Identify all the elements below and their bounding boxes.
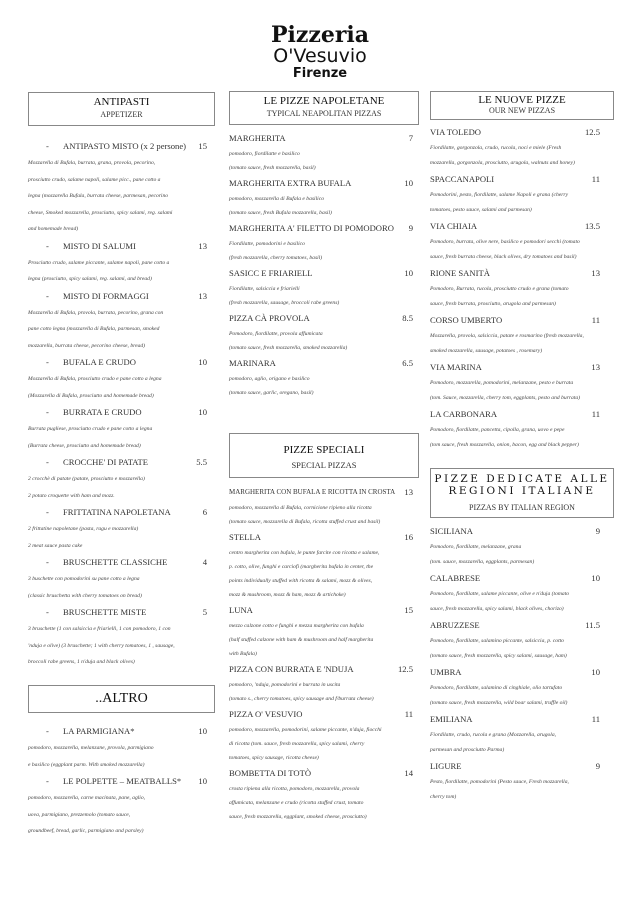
menu-item-description: (tom. sauce, mozzarella, eggplants, parmesan) (430, 559, 535, 565)
section-pizze-regioni (430, 468, 614, 805)
menu-item-price: 14 (404, 768, 413, 778)
menu-item-description: (tomato sauce, garlic, oregano, basil) (229, 390, 314, 396)
menu-item-header (28, 288, 215, 305)
menu-item-description: smoked mozzarella, sausage, potatoes , rosemary) (430, 348, 543, 354)
section-header (430, 91, 614, 120)
menu-item-description: (tomato sauce, fresh Bufala mozzarella, basil) (229, 210, 332, 216)
menu-item-description: pomodoro, 'nduja, pomodorini e burrata in uscita (229, 682, 341, 688)
menu-item-price: 10 (591, 573, 600, 583)
menu-item-price: 13 (198, 290, 207, 301)
menu-item-name: CORSO UMBERTO (430, 315, 503, 325)
menu-item-name: - BURRATA E CRUDO (28, 404, 142, 421)
menu-item-header (430, 758, 614, 775)
menu-item-header (229, 355, 419, 372)
menu-item-price: 13 (591, 268, 600, 278)
menu-item-description: pomodoro, aglio, origano e basilico (229, 376, 310, 382)
menu-item (430, 570, 614, 617)
section-title: LE NUOVE PIZZE (478, 94, 566, 106)
menu-item-name: - CROCCHE' DI PATATE (28, 454, 148, 471)
section-header (28, 685, 215, 713)
section-antipasti (28, 92, 215, 671)
menu-item-description: affumicata, melanzane e crudo (ricotta stuffed crust, tomato (229, 800, 364, 806)
menu-item-header (229, 661, 419, 678)
menu-item (28, 554, 215, 604)
menu-item-description: Pomodoro, mozzarella, pomodorini, melanzane, pesto e burrata (430, 380, 574, 386)
menu-item-header (430, 406, 614, 423)
section-title: ..ALTRO (95, 691, 148, 706)
menu-item (229, 220, 419, 265)
menu-item-header (430, 124, 614, 141)
menu-item-description: pomodoro, fiordilatte e basilico (229, 151, 300, 157)
menu-item-price: 10 (198, 776, 207, 786)
menu-item-name: LA CARBONARA (430, 409, 498, 419)
menu-item-header (229, 706, 419, 723)
menu-item-name: BOMBETTA DI TOTÒ (229, 768, 312, 778)
menu-item-price: 13.5 (584, 221, 600, 231)
menu-item-description: 3 buschette con pomodorini su pane cotto a legna (28, 576, 140, 582)
menu-item-description: centro margherita con bufala, le punte farcite con ricotta e salame, (229, 550, 380, 556)
menu-item-description: (tomato s., cherry tomatoes, spicy sausage and f/burrata cheese) (229, 696, 374, 702)
menu-item-name: - LE POLPETTE – MEATBALLS* (28, 773, 181, 790)
menu-item-description: Prosciutto crudo, salame piccante, salame napoli, pane cotto a (28, 259, 170, 266)
menu-item-header (229, 175, 419, 192)
menu-item-description: cheese, Smoked mozzarella, prosciutto, spicy salami, reg. salami (28, 209, 173, 216)
menu-item-name: PIZZA O' VESUVIO (229, 709, 303, 719)
logo-line-2: O'Vesuvio (273, 45, 367, 67)
menu-item-price: 10 (198, 407, 207, 417)
menu-item-price: 7 (408, 133, 413, 143)
menu-item-header (430, 171, 614, 188)
menu-item (28, 773, 215, 840)
menu-item-price: 10 (198, 726, 207, 736)
menu-item-header (430, 617, 614, 634)
menu-item-header (28, 404, 215, 421)
menu-item-description: pomodoro, mozzarella, pomodorini, salame piccante, n'duja, fiocchi (229, 727, 382, 733)
menu-item-header (229, 220, 419, 237)
section-pizze-speciali (229, 433, 419, 824)
menu-item-description: with Bufala) (229, 651, 257, 657)
menu-item-price: 9 (595, 526, 600, 536)
menu-item-price: 8.5 (402, 313, 413, 323)
menu-item-name: - MISTO DI SALUMI (28, 238, 136, 255)
menu-item-price: 10 (198, 357, 207, 367)
menu-item (229, 310, 419, 355)
menu-item-list (229, 484, 419, 824)
menu-item (229, 484, 419, 529)
menu-item-name: - FRITTATINA NAPOLETANA (28, 504, 171, 521)
menu-item-price: 11 (591, 714, 600, 724)
menu-item-list (430, 124, 614, 453)
menu-item-price: 16 (404, 532, 413, 542)
menu-item-header (430, 523, 614, 540)
menu-item-price: 10 (404, 178, 413, 188)
menu-item-description: sauce, fresh mozzarella, eggplant, smoked cheese, prosciutto) (229, 814, 367, 820)
menu-item-name: MARGHERITA (229, 133, 286, 143)
menu-item (28, 238, 215, 288)
menu-item-list (229, 130, 419, 400)
menu-item-price: 11 (404, 709, 413, 719)
menu-item-name: - BRUSCHETTE MISTE (28, 604, 146, 621)
menu-item-description: (classic bruschetta with cherry tomatoes on bread) (28, 592, 142, 599)
section-altro (28, 685, 215, 840)
logo-line-1: Pizzeria (270, 22, 370, 48)
menu-item-list (28, 138, 215, 671)
section-subtitle: TYPICAL NEAPOLITAN PIZZAS (266, 109, 382, 118)
menu-item-name: ABRUZZESE (430, 620, 480, 630)
section-header (229, 433, 419, 478)
menu-item-header (28, 354, 215, 371)
menu-item-header (28, 723, 215, 740)
menu-item-description: p. cotto, olive, funghi e carciofi (margherita bufala in center, the (229, 564, 374, 570)
menu-item (229, 265, 419, 310)
menu-item-name: PIZZA CÀ PROVOLA (229, 313, 310, 323)
menu-item-header (229, 265, 419, 282)
menu-item-price: 11.5 (585, 620, 600, 630)
menu-item-description: sauce, fresh burrata, prosciutto, arugola and parmesan) (430, 301, 556, 307)
menu-item-description: (half stuffed calzone with ham & mushroom and half margherita (229, 637, 374, 643)
menu-item-description: (fresh mozzarella, sausage, broccoli rabe greens) (229, 300, 340, 306)
menu-item-name: SPACCANAPOLI (430, 174, 495, 184)
menu-item-description: pomodoro, mozzarella di Bufala e basilico (229, 196, 324, 202)
menu-item-description: (Mozzarella di Bufala, prosciutto and homemade bread) (28, 392, 154, 399)
menu-item-description: points individually stuffed with ricotta & salami, mozz & olives, (229, 578, 373, 584)
menu-item-price: 5.5 (196, 457, 207, 467)
menu-item (430, 406, 614, 453)
menu-item-name: UMBRA (430, 667, 462, 677)
section-subtitle: APPETIZER (100, 110, 143, 119)
menu-item-description: di ricotta (tom. sauce, fresh mozzarella, spicy salami, cherry (229, 741, 365, 747)
menu-item-name: MARINARA (229, 358, 276, 368)
menu-item (28, 454, 215, 504)
section-subtitle: OUR NEW PIZZAS (488, 106, 556, 115)
menu-item-description: 3 bruschette (1 con salsiccia e friarielli, 1 con pomodoro, 1 con (28, 626, 171, 632)
menu-item (430, 664, 614, 711)
menu-item (430, 171, 614, 218)
menu-item-description: Pomodoro, fiordilatte, salame piccante, olive e n'duja (tomato (430, 591, 570, 597)
menu-item-header (28, 238, 215, 255)
logo-line-3: Firenze (292, 66, 348, 81)
menu-item-description: Fiordilatte, salsiccia e friarielli (229, 286, 300, 292)
menu-item-description: Pomodoro, Burrata, rucola, prosciutto crudo e grana (tomato (430, 286, 569, 292)
menu-item-description: Pomodoro, burrata, olive nere, basilico e pomodori secchi (tomato (430, 239, 580, 245)
menu-item-price: 9 (595, 761, 600, 771)
menu-item-description: Pomodoro, fiordilatte, provola affumicata (229, 331, 323, 337)
menu-item-name: MARGHERITA A' FILETTO DI POMODORO (229, 223, 394, 233)
menu-item-description: tomatoes, pesto sauce, salami and parmesan) (430, 207, 532, 213)
menu-item (229, 661, 419, 706)
menu-item-description: (tom sauce, fresh mozzarella, onion, bacon, egg and black pepper) (430, 442, 579, 448)
menu-item (430, 312, 614, 359)
menu-item-header (430, 359, 614, 376)
section-header (229, 91, 419, 125)
menu-item-header (229, 310, 419, 327)
menu-item-description: broccoli rabe greens, 1 n'duja and black olives) (28, 659, 135, 665)
menu-item-description: Burrata pugliese, prosciutto crudo e pane cotto a legna (28, 426, 153, 432)
menu-item-header (28, 504, 215, 521)
menu-item-description: Mozzarella, provola, salsiccia, patate e rosmarino (fresh mozzarella, (430, 333, 584, 339)
menu-item-description: Pomodorini, pesto, fiordilatte, salame Napoli e grana (cherry (430, 192, 569, 198)
menu-item (28, 504, 215, 554)
menu-item (430, 758, 614, 805)
menu-item-price: 11 (591, 409, 600, 419)
pizzeria-logo (258, 24, 382, 80)
menu-item-name: PIZZA CON BURRATA E 'NDUJA (229, 664, 354, 674)
menu-item-price: 11 (591, 315, 600, 325)
menu-item (430, 711, 614, 758)
menu-item (28, 723, 215, 773)
menu-item-description: pomodoro, mozzarella di Bufala, cornicione ripieno alla ricotta (229, 505, 372, 511)
menu-item-description: pomodoro, mozzarella, carne macinata, pane, aglio, (28, 795, 146, 801)
menu-item (28, 138, 215, 238)
menu-item-description: parmesan and prosciutto Parma) (430, 747, 505, 753)
menu-item-name: RIONE SANITÀ (430, 268, 490, 278)
menu-item-description: Pomodoro, fiordilatte, melanzane, grana (430, 544, 522, 550)
menu-item-description: 2 crocchè di patate (patate, prosciutto e mozzarella) (28, 476, 145, 482)
menu-item (430, 265, 614, 312)
menu-item-description: 2 potato croquette with ham and mozz. (28, 492, 115, 499)
menu-item-header (28, 138, 215, 155)
section-title: PIZZE DEDICATE ALLE REGIONI ITALIANE (434, 473, 610, 497)
menu-item (229, 130, 419, 175)
menu-item (28, 354, 215, 404)
menu-item-price: 6.5 (402, 358, 413, 368)
menu-item-header (430, 218, 614, 235)
menu-item-price: 6 (202, 507, 207, 517)
menu-item-description: Fiordilatte, pomodorini e basilico (229, 241, 305, 247)
menu-item (28, 604, 215, 671)
menu-item-description: (Burrata cheese, prosciutto and homemade bread) (28, 442, 141, 449)
menu-item-name: SICILIANA (430, 526, 473, 536)
menu-item-name: - ANTIPASTO MISTO (x 2 persone) (28, 138, 186, 155)
menu-item-header (28, 773, 215, 790)
menu-item-description: 2 meat sauce pasta cake (28, 542, 83, 549)
section-nuove-pizze (430, 91, 614, 453)
menu-item-description: mozz & mushroom, mozz & ham, mozz & artichoke) (229, 592, 346, 598)
menu-item-description: mezzo calzone cotto e funghi e mezza margherita con bufala (229, 623, 364, 629)
menu-item-description: (tomato sauce, fresh mozzarella, spicy salami, sausage, ham) (430, 653, 567, 659)
menu-item-price: 9 (408, 223, 413, 233)
menu-item-description: Mozzarella di Bufala, provola, burrata, pecorino, grana con (28, 309, 164, 316)
menu-item-name: - BUFALA E CRUDO (28, 354, 136, 371)
section-title: ANTIPASTI (93, 96, 150, 108)
menu-item-description: sauce, fresh mozzarella, spicy salami, black olives, chorizo) (430, 606, 564, 612)
menu-item-header (229, 765, 419, 782)
menu-item (229, 765, 419, 824)
menu-item-name: EMILIANA (430, 714, 473, 724)
menu-item-price: 13 (404, 487, 413, 497)
menu-item-price: 15 (404, 605, 413, 615)
menu-item-name: - BRUSCHETTE CLASSICHE (28, 554, 167, 571)
menu-item-description: Fiordilatte, gorgonzola, crudo, rucola, noci e miele (Fresh (430, 145, 562, 151)
menu-item (430, 617, 614, 664)
menu-item-name: LIGURE (430, 761, 462, 771)
menu-item-description: legna (prosciutto, spicy salami, reg. salami, and bread) (28, 276, 152, 282)
menu-item-name: VIA CHIAIA (430, 221, 478, 231)
section-title: PIZZE SPECIALI (283, 444, 365, 456)
section-header (28, 92, 215, 126)
menu-item-description: mozzarella, gorgonzola, prosciutto, arugola, walnuts and honey) (430, 160, 575, 166)
menu-item-description: Pomodoro, fiordilatte, salamino di cinghiale, olio tartufato (430, 685, 563, 691)
menu-item (229, 602, 419, 661)
menu-item (430, 124, 614, 171)
menu-item-description: Pomodoro, fiordilatte, salamino piccante, salsiccia, p. cotto (430, 638, 564, 644)
menu-item (229, 706, 419, 765)
menu-item-description: sauce, fresh burrata cheese, black olives, dry tomatoes and basil) (430, 254, 577, 260)
menu-item-price: 11 (591, 174, 600, 184)
menu-item-description: uova, parmigiano, prezzemolo (tomato sauce, (28, 811, 131, 818)
menu-item-description: Pomodoro, fiordilatte, pancetta, cipolla, grana, uovo e pepe (430, 427, 565, 433)
menu-item-description: and homemade bread) (28, 226, 79, 232)
menu-item-name: - MISTO DI FORMAGGI (28, 288, 149, 305)
menu-item-price: 10 (404, 268, 413, 278)
menu-item-header (28, 454, 215, 471)
menu-item-description: 2 frittatine napoletane (pasta, ragu e mozzarella) (28, 526, 139, 532)
menu-item-price: 12.5 (584, 127, 600, 137)
menu-item-description: crosta ripiena alla ricotta, pomodoro, mozzarella, provola (229, 786, 360, 792)
menu-item-description: mozzarella, burrata cheese, pecorino cheese, bread) (28, 342, 146, 349)
menu-item-name: VIA MARINA (430, 362, 482, 372)
menu-item (430, 218, 614, 265)
menu-item-description: pane cotto legna (mozzarella di Bufala, parmesan, smoked (28, 326, 160, 332)
section-pizze-napoletane (229, 91, 419, 400)
menu-item-price: 15 (198, 141, 207, 151)
menu-item-header (430, 711, 614, 728)
menu-item-header (430, 570, 614, 587)
menu-item-description: Mozzarella di Bufala, prosciutto crudo e pane cotto a legna (28, 376, 162, 382)
menu-item-price: 12.5 (397, 664, 413, 674)
menu-item-description: (tomato sauce, fresh mozzarella, wild boar salami, truffle oil) (430, 700, 568, 706)
menu-item-header (430, 664, 614, 681)
menu-item-name: SASICC E FRIARIELL (229, 268, 313, 278)
menu-item-description: legna (mozzarella Bufala, burrata cheese, parmesan, pecorino (28, 193, 169, 199)
menu-item-header (229, 602, 419, 619)
menu-item-price: 5 (202, 607, 207, 617)
menu-item-header (229, 484, 419, 501)
menu-item-list (430, 523, 614, 805)
menu-item-description: (tomato sauce, mozzarella di Bufala, ricotta stuffed crust and basil) (229, 519, 381, 525)
menu-item-description: (fresh mozzarella, cherry tomatoes, basil) (229, 255, 323, 261)
menu-item-header (28, 604, 215, 621)
menu-item-name: STELLA (229, 532, 261, 542)
menu-item (430, 359, 614, 406)
menu-item-header (229, 130, 419, 147)
menu-item-description: prosciutto crudo, salame napoli, salame picc., pane cotto a (28, 176, 161, 183)
menu-item-list (28, 723, 215, 840)
menu-item-description: pomodoro, mozzarella, melanzane, provola, parmigiano (28, 745, 154, 751)
menu-item-header (229, 529, 419, 546)
menu-item-price: 4 (202, 557, 207, 567)
menu-item-description: (tomato sauce, fresh mozzarella, smoked mozzarella) (229, 345, 348, 351)
menu-item-description: Pesto, fiordilatte, pomodorini (Pesto sauce, Fresh mozzarella, (430, 779, 569, 785)
menu-item-name: VIA TOLEDO (430, 127, 482, 137)
menu-item-name: MARGHERITA CON BUFALA E RICOTTA IN CROSTA (229, 488, 396, 496)
menu-item-header (430, 265, 614, 282)
menu-item-header (430, 312, 614, 329)
menu-item-description: (tom. Sauce, mozzarella, cherry tom, eggplants, pesto and burrata) (430, 395, 581, 401)
menu-item-description: Mozzarella di Bufala, burrata, grana, provola, pecorino, (28, 160, 156, 166)
menu-item (229, 175, 419, 220)
menu-item-name: CALABRESE (430, 573, 481, 583)
menu-item (28, 404, 215, 454)
section-subtitle: SPECIAL PIZZAS (291, 460, 357, 470)
menu-item-price: 13 (591, 362, 600, 372)
menu-item (430, 523, 614, 570)
section-header (430, 468, 614, 518)
menu-item-description: Fiordilatte, crudo, rucola e grana (Mozzarella, arugola, (430, 732, 557, 738)
menu-item (229, 355, 419, 400)
menu-item-name: MARGHERITA EXTRA BUFALA (229, 178, 352, 188)
menu-item-name: - LA PARMIGIANA* (28, 723, 135, 740)
menu-item-description: e basilico (eggplant parm. With smoked mozzarella) (28, 761, 145, 768)
menu-item-name: LUNA (229, 605, 253, 615)
menu-item-description: (tomato sauce, fresh mozzarella, basil) (229, 165, 316, 171)
menu-item-price: 13 (198, 240, 207, 251)
menu-item-header (28, 554, 215, 571)
menu-item-description: 'nduja e olive) (3 bruschette; 1 with cherry tomatoes, 1 , sausage, (28, 642, 175, 649)
section-title: LE PIZZE NAPOLETANE (263, 95, 385, 107)
menu-item-description: tomatoes, spicy sausage, ricotta cheese) (229, 755, 319, 761)
menu-item-description: cherry tom) (430, 794, 457, 800)
menu-item (229, 529, 419, 602)
section-subtitle: PIZZAS BY ITALIAN REGION (469, 503, 575, 512)
menu-item (28, 288, 215, 355)
menu-item-price: 10 (591, 667, 600, 677)
menu-item-description: groundbeef, bread, garlic, parmigiano and parsley) (28, 828, 144, 834)
